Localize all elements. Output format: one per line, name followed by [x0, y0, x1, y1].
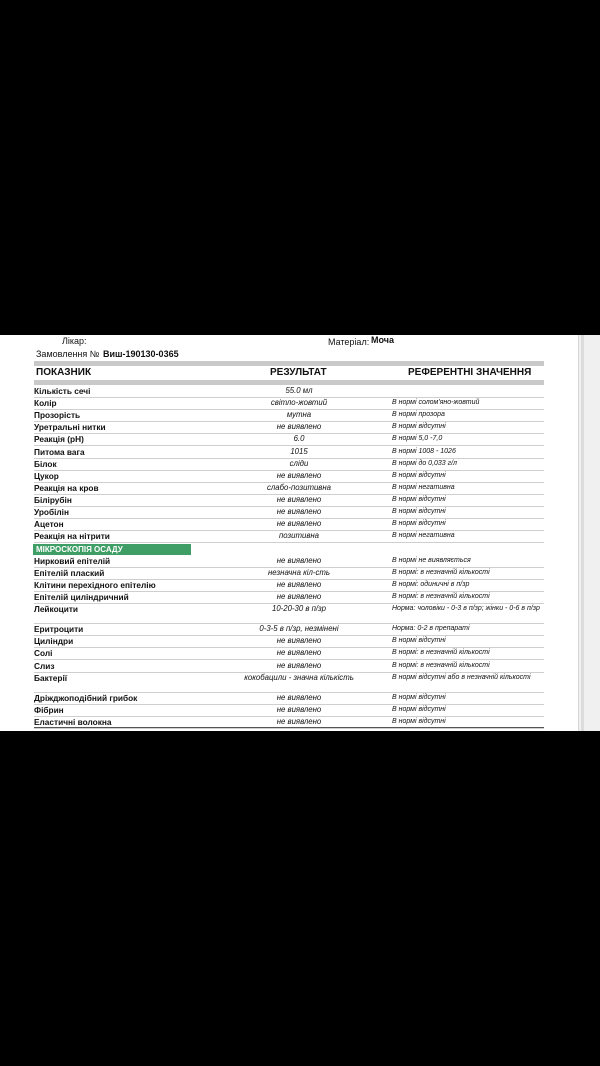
indicator-name: Епітелій плаский [34, 567, 105, 578]
indicator-name: Цукор [34, 470, 59, 481]
result-value: не виявлено [276, 648, 322, 658]
table-row [34, 556, 544, 568]
table-row [34, 636, 544, 648]
table-row [34, 592, 544, 604]
order-number: Виш-190130-0365 [103, 349, 179, 359]
table-row [34, 531, 544, 543]
table-row [34, 705, 544, 717]
reference-value: В нормі відсутні [392, 471, 446, 479]
table-header-bottom-bar [34, 380, 544, 385]
indicator-name: Білірубін [34, 494, 72, 505]
indicator-name: Реакція на кров [34, 482, 99, 493]
reference-value: В нормі: в незначній кількості [392, 568, 490, 576]
indicator-name: Солі [34, 648, 53, 659]
indicator-name: Еластичні волокна [34, 716, 112, 727]
reference-value: В нормі відсутні [392, 423, 446, 431]
reference-value: В нормі 1008 - 1026 [392, 447, 456, 455]
indicator-name: Білок [34, 458, 57, 469]
indicator-name: Циліндри [34, 636, 74, 647]
result-value: незначна кіл-сть [268, 567, 330, 577]
indicator-name: Ацетон [34, 519, 64, 530]
reference-value: В нормі відсутні [392, 705, 446, 713]
table-row [34, 568, 544, 580]
reference-value: В нормі не виявляється [392, 556, 471, 564]
reference-value: В нормі до 0,033 г/л [392, 459, 457, 467]
result-value: сліди [289, 458, 309, 468]
reference-value: В нормі прозора [392, 411, 445, 419]
table-row [34, 693, 544, 705]
result-value: не виявлено [276, 716, 322, 726]
reference-value: В нормі: одиничні в п/зр [392, 581, 470, 588]
indicator-name: Бактерії [34, 672, 68, 683]
result-value: не виявлено [276, 494, 322, 504]
table-row [34, 483, 544, 495]
indicator-name: Уретральні нитки [34, 422, 106, 433]
order-label: Замовлення № [36, 349, 100, 359]
indicator-name: Клітини перехідного епітелію [34, 580, 156, 590]
reference-value: В нормі: в незначній кількості [392, 593, 490, 601]
result-value: не виявлено [276, 470, 322, 480]
reference-value: В нормі 5,0 -7,0 [392, 435, 443, 443]
reference-value: В нормі негативна [392, 532, 455, 540]
indicator-name: Дріжджоподібний грибок [34, 692, 138, 703]
reference-value: В нормі відсутні [392, 495, 446, 503]
indicator-name: Лейкоцити [34, 604, 79, 615]
table-row [34, 717, 544, 729]
lab-report-page [0, 335, 600, 731]
reference-value: В нормі негативна [392, 483, 455, 491]
material-value: Моча [371, 335, 395, 345]
result-value: 6.0 [293, 434, 305, 444]
result-value: не виявлено [276, 704, 322, 714]
table-header-top-bar [34, 361, 544, 366]
reference-value: В нормі: в незначній кількості [392, 649, 490, 657]
reference-value: В нормі відсутні або в незначній кількості [392, 673, 531, 681]
table-row [34, 447, 544, 459]
result-value: не виявлено [276, 692, 322, 702]
indicator-name: Епітелій циліндричний [34, 592, 129, 603]
result-value: не виявлено [276, 519, 322, 529]
result-value: не виявлено [276, 580, 322, 589]
doctor-label: Лікар: [62, 336, 87, 346]
result-value: кокобацили - значна кількість [244, 672, 354, 682]
result-value: не виявлено [276, 636, 322, 646]
table-row [34, 673, 544, 693]
result-value: 0-3-5 в п/зр, незмінені [259, 624, 339, 634]
result-value: не виявлено [276, 660, 322, 670]
table-row [34, 507, 544, 519]
column-header-result: РЕЗУЛЬТАТ [270, 367, 327, 378]
indicator-name: Питома вага [34, 446, 85, 457]
material-label: Матеріал: [328, 337, 370, 347]
indicator-name: Уробілін [34, 507, 69, 517]
table-row [34, 661, 544, 673]
indicator-name: Слиз [34, 660, 55, 671]
table-row [34, 495, 544, 507]
indicator-name: Колір [34, 398, 57, 409]
table-row [34, 386, 544, 398]
column-header-name: ПОКАЗНИК [36, 367, 92, 378]
result-value: світло-жовтий [270, 398, 328, 408]
page-edge [578, 335, 600, 731]
result-value: 10-20-30 в п/зр [271, 604, 327, 614]
table-row [34, 648, 544, 660]
reference-value: В нормі відсутні [392, 520, 446, 528]
reference-value: Норма: чоловіки - 0-3 в п/зр; жінки - 0-6 в п/зр [392, 605, 540, 613]
table-row [34, 398, 544, 410]
table-row [34, 519, 544, 531]
result-value: 55.0 мл [285, 386, 313, 395]
indicator-name: Реакція на нітрити [34, 531, 110, 542]
indicator-name: Фібрин [34, 704, 64, 715]
reference-value: В нормі відсутні [392, 693, 446, 701]
indicator-name: Кількість сечі [34, 386, 91, 396]
section-microscopy-title: МІКРОСКОПІЯ ОСАДУ [33, 544, 191, 555]
result-value: не виявлено [276, 422, 322, 432]
result-value: не виявлено [276, 592, 322, 602]
result-value: не виявлено [276, 507, 322, 516]
table-row [34, 624, 544, 636]
table-row [34, 604, 544, 624]
indicator-name: Еритроцити [34, 624, 84, 635]
table-row [34, 459, 544, 471]
result-value: не виявлено [276, 555, 322, 565]
table-row [34, 580, 544, 592]
table-row [34, 422, 544, 434]
reference-value: В нормі відсутні [392, 637, 446, 645]
result-value: 1015 [290, 446, 308, 456]
reference-value: В нормі відсутні [392, 717, 446, 725]
indicator-name: Прозорість [34, 410, 81, 421]
table-row [34, 410, 544, 422]
reference-value: В нормі відсутні [392, 508, 446, 515]
indicator-name: Нирковий епітелій [34, 555, 111, 566]
reference-value: В нормі солом'яно-жовтий [392, 399, 480, 407]
result-value: позитивна [278, 531, 320, 541]
result-value: мутна [286, 410, 312, 420]
indicator-name: Реакція (pH) [34, 434, 84, 445]
column-header-reference: РЕФЕРЕНТНІ ЗНАЧЕННЯ [408, 367, 532, 378]
result-value: слабо-позитивна [267, 482, 331, 492]
reference-value: В нормі: в незначній кількості [392, 661, 490, 669]
table-row [34, 471, 544, 483]
table-row [34, 434, 544, 446]
reference-value: Норма: 0-2 в препараті [392, 625, 470, 633]
